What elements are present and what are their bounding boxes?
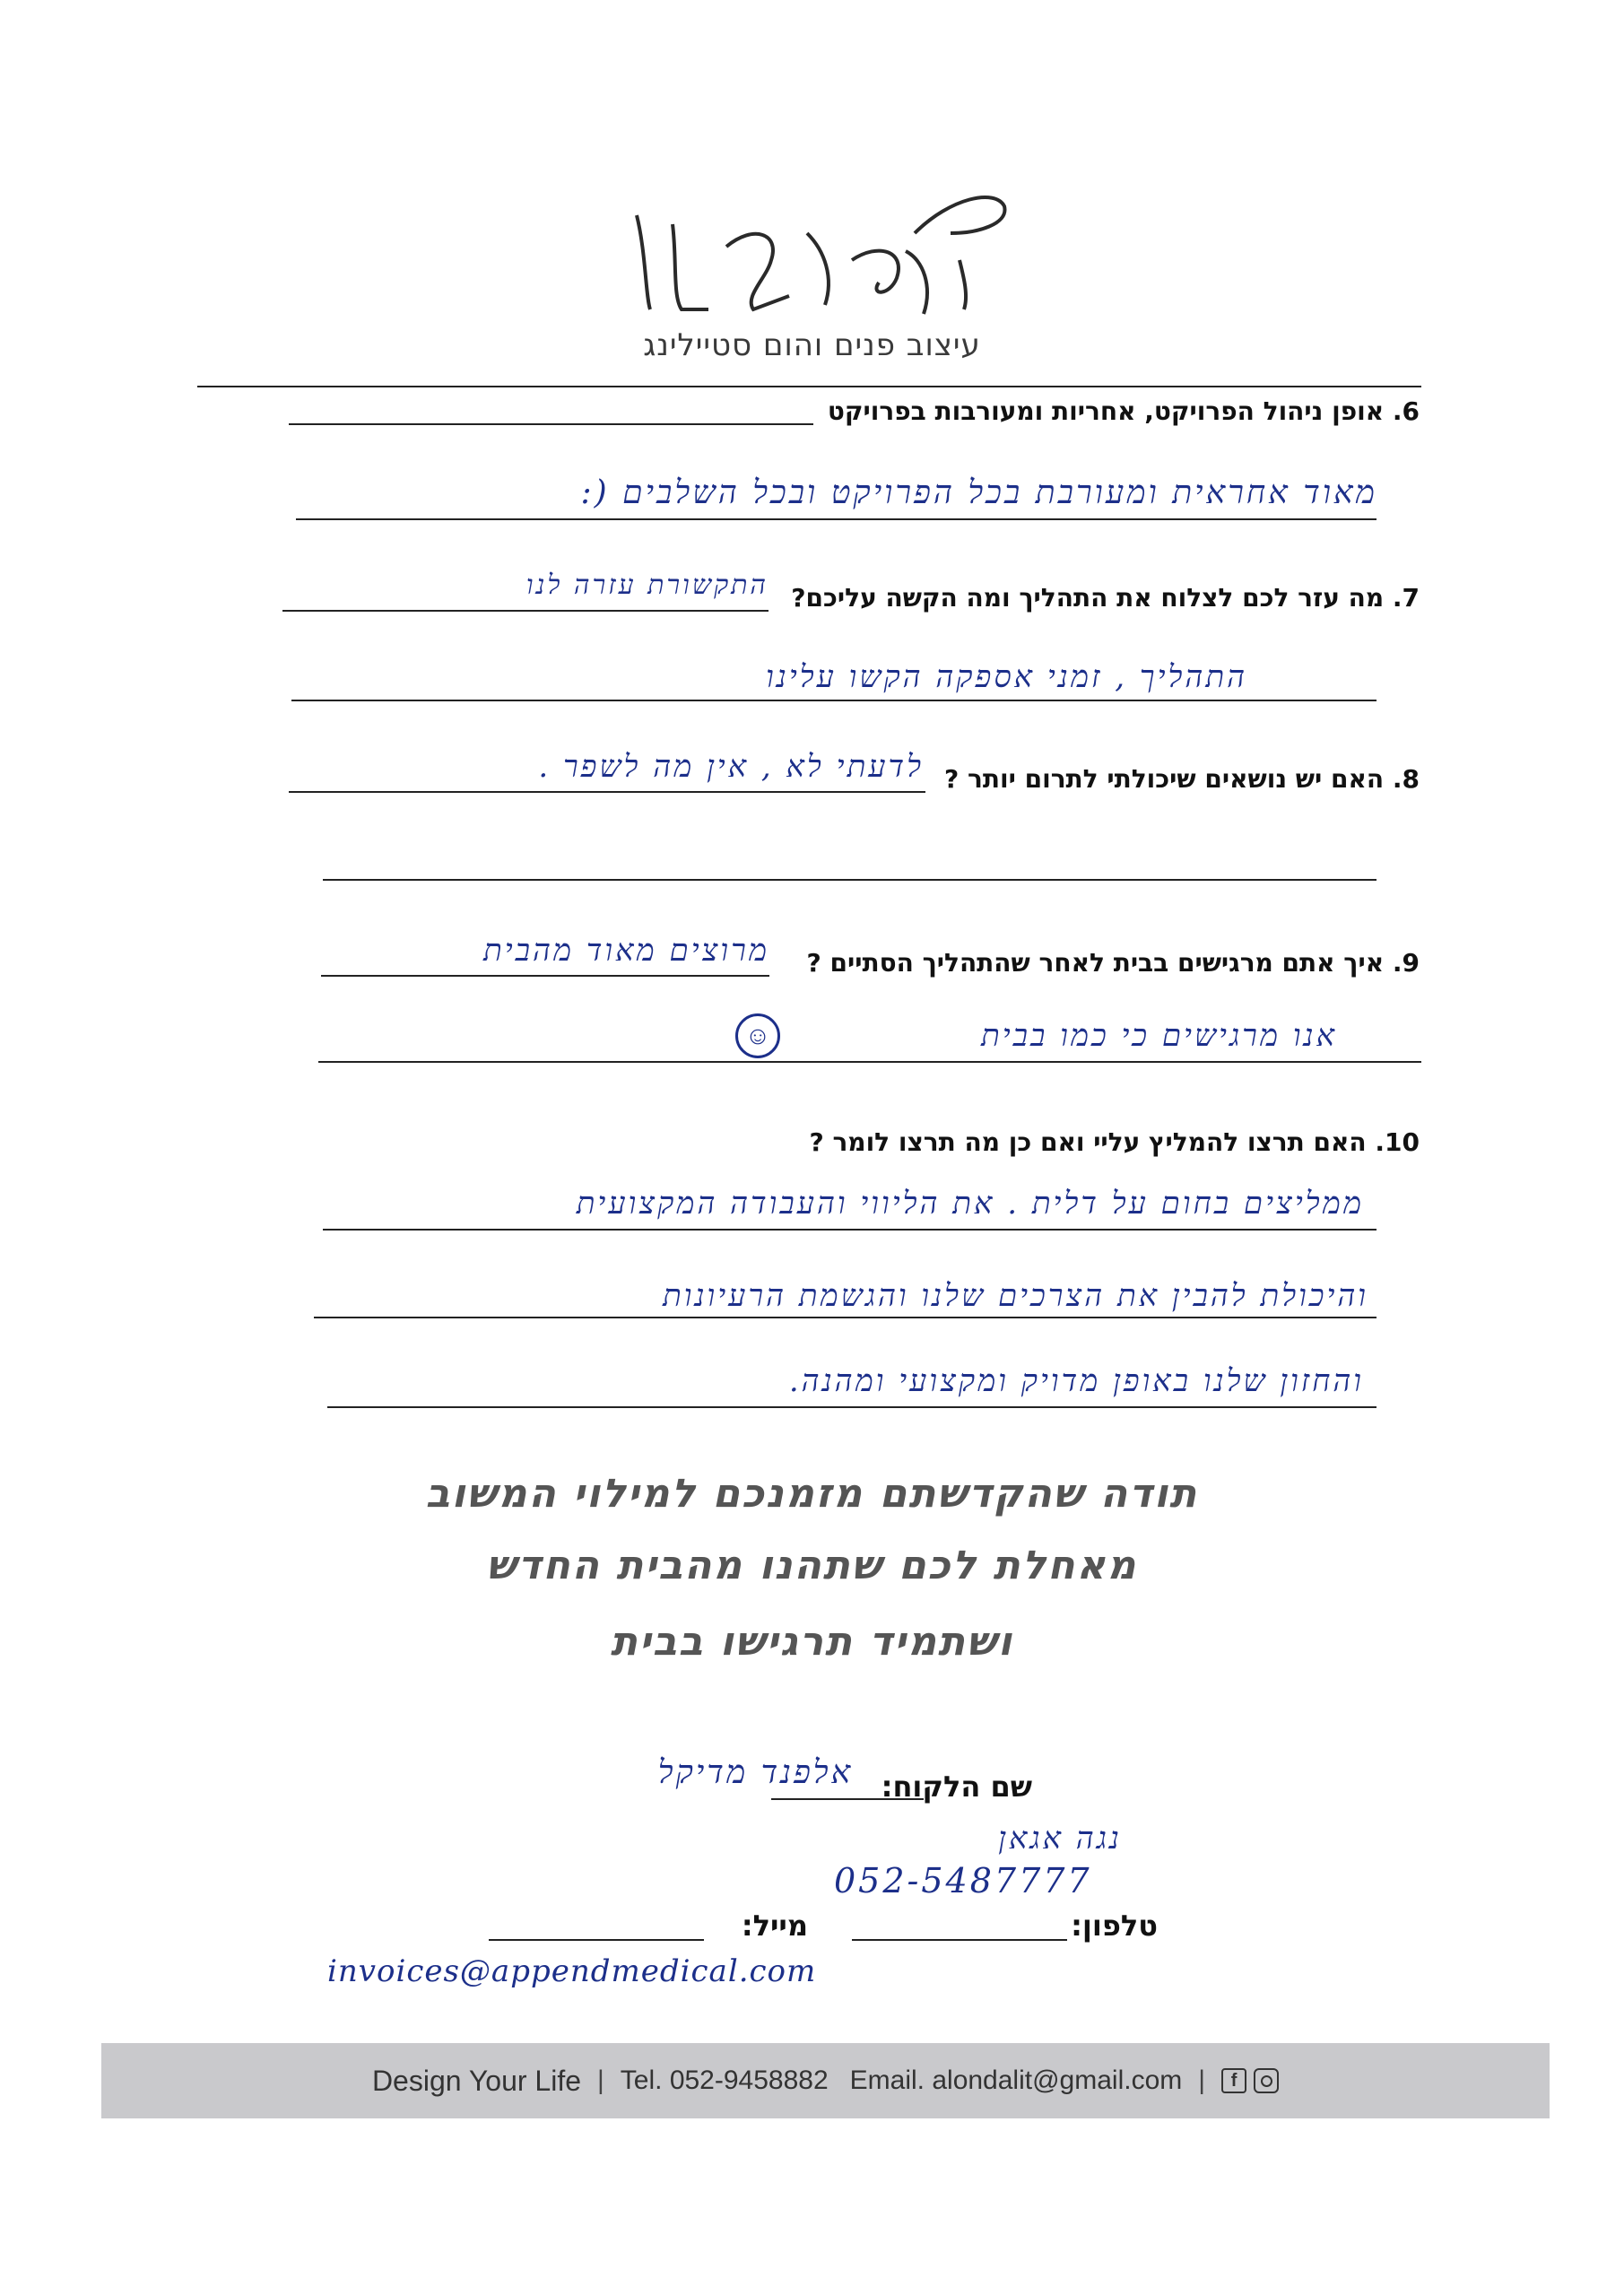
answer-line — [323, 1229, 1376, 1231]
answer-line — [314, 1317, 1376, 1318]
client-name-label: שם הלקוח: — [881, 1770, 1032, 1804]
question-number: 8. — [1392, 764, 1420, 794]
answer-line — [327, 1406, 1376, 1408]
footer-separator: | — [597, 2066, 604, 2095]
thanks-line-2: מאחלת לכם שתהנו מהבית החדש — [486, 1543, 1138, 1588]
footer-phone: Tel. 052-9458882 — [620, 2066, 829, 2095]
question-text: האם יש נושאים שיכולתי לתרום יותר ? — [944, 764, 1385, 794]
logo-signature-image — [610, 161, 1022, 341]
answer-9-line-2: אנו מרגישים כי כמו בבית — [980, 1018, 1337, 1054]
footer-bar — [101, 2043, 1550, 2118]
client-phone-line — [852, 1939, 1067, 1941]
thanks-line-1: תודה שהקדשתם מזמנכם למילוי המשוב — [425, 1471, 1199, 1517]
answer-line — [296, 518, 1376, 520]
question-9 — [806, 948, 1420, 978]
footer-brand: Design Your Life — [371, 2064, 581, 2097]
question-text: האם תרצו להמליץ עליי ואם כן מה תרצו לומר ? — [809, 1127, 1367, 1157]
answer-10-line-1: ממליצים בחום על דלית . את הליווי והעבודה המקצועית — [576, 1186, 1364, 1222]
thanks-line-3: ושתמיד תרגישו בבית — [610, 1619, 1014, 1665]
header-divider — [197, 386, 1421, 387]
question-7 — [791, 583, 1420, 613]
answer-9-line-1: מרוצים מאוד מהבית — [482, 933, 769, 969]
smiley-doodle: ☺ — [735, 1013, 780, 1058]
answer-6-line-1: מאוד אחראית ומעורבת בכל הפרויקט ובכל השלבים (: — [580, 474, 1377, 511]
instagram-icon[interactable] — [1254, 2068, 1279, 2093]
logo — [0, 161, 1624, 377]
question-number: 9. — [1392, 948, 1420, 978]
answer-8-line-1: לדעתי לא , אין מה לשפר . — [538, 749, 924, 785]
logo-subtitle: עיצוב פנים והום סטיילינג — [643, 327, 981, 363]
answer-10-line-2: והיכולת להבין את הצרכים שלנו והגשמת הרעיונות — [663, 1278, 1368, 1314]
question-10 — [809, 1127, 1420, 1157]
answer-7-line-2: התהליך , זמני אספקה הקשו עלינו — [766, 659, 1247, 695]
answer-line — [291, 700, 1376, 701]
client-contact-name: נגה אגאן — [998, 1821, 1122, 1857]
question-number: 6. — [1392, 396, 1420, 426]
client-email-line — [489, 1939, 704, 1941]
answer-line — [323, 879, 1376, 881]
answer-line — [321, 975, 769, 977]
question-8 — [944, 764, 1420, 794]
facebook-icon[interactable]: f — [1221, 2068, 1246, 2093]
question-number: 10. — [1375, 1127, 1420, 1157]
answer-10-line-3: והחזון שלנו באופן מדויק ומקצועי ומהנה. — [788, 1363, 1364, 1399]
question-text: אופן ניהול הפרויקט, אחריות ומעורבות בפרויקט — [827, 396, 1385, 426]
client-phone-value: 052-5487777 — [834, 1861, 1092, 1900]
footer-email: Email. alondalit@gmail.com — [849, 2066, 1183, 2095]
question-text: מה עזר לכם לצלוח את התהליך ומה הקשה עליכם? — [791, 583, 1385, 613]
answer-line — [289, 791, 925, 793]
client-name-line — [771, 1798, 924, 1800]
footer-separator: | — [1198, 2066, 1206, 2095]
client-email-value: invoices@appendmedical.com — [327, 1953, 817, 1989]
client-phone-label: טלפון: — [1071, 1909, 1158, 1943]
client-name-value: אלפנד מדיקל — [657, 1754, 854, 1791]
answer-7-line-1: התקשורת עזרה לנו — [525, 570, 769, 601]
client-email-label: מייל: — [741, 1909, 808, 1943]
answer-line — [318, 1061, 1421, 1063]
question-6 — [828, 396, 1420, 426]
question-text: איך אתם מרגישים בבית לאחר שהתהליך הסתיים ? — [806, 948, 1385, 978]
answer-line — [289, 423, 813, 425]
question-number: 7. — [1392, 583, 1420, 613]
answer-line — [282, 610, 769, 612]
